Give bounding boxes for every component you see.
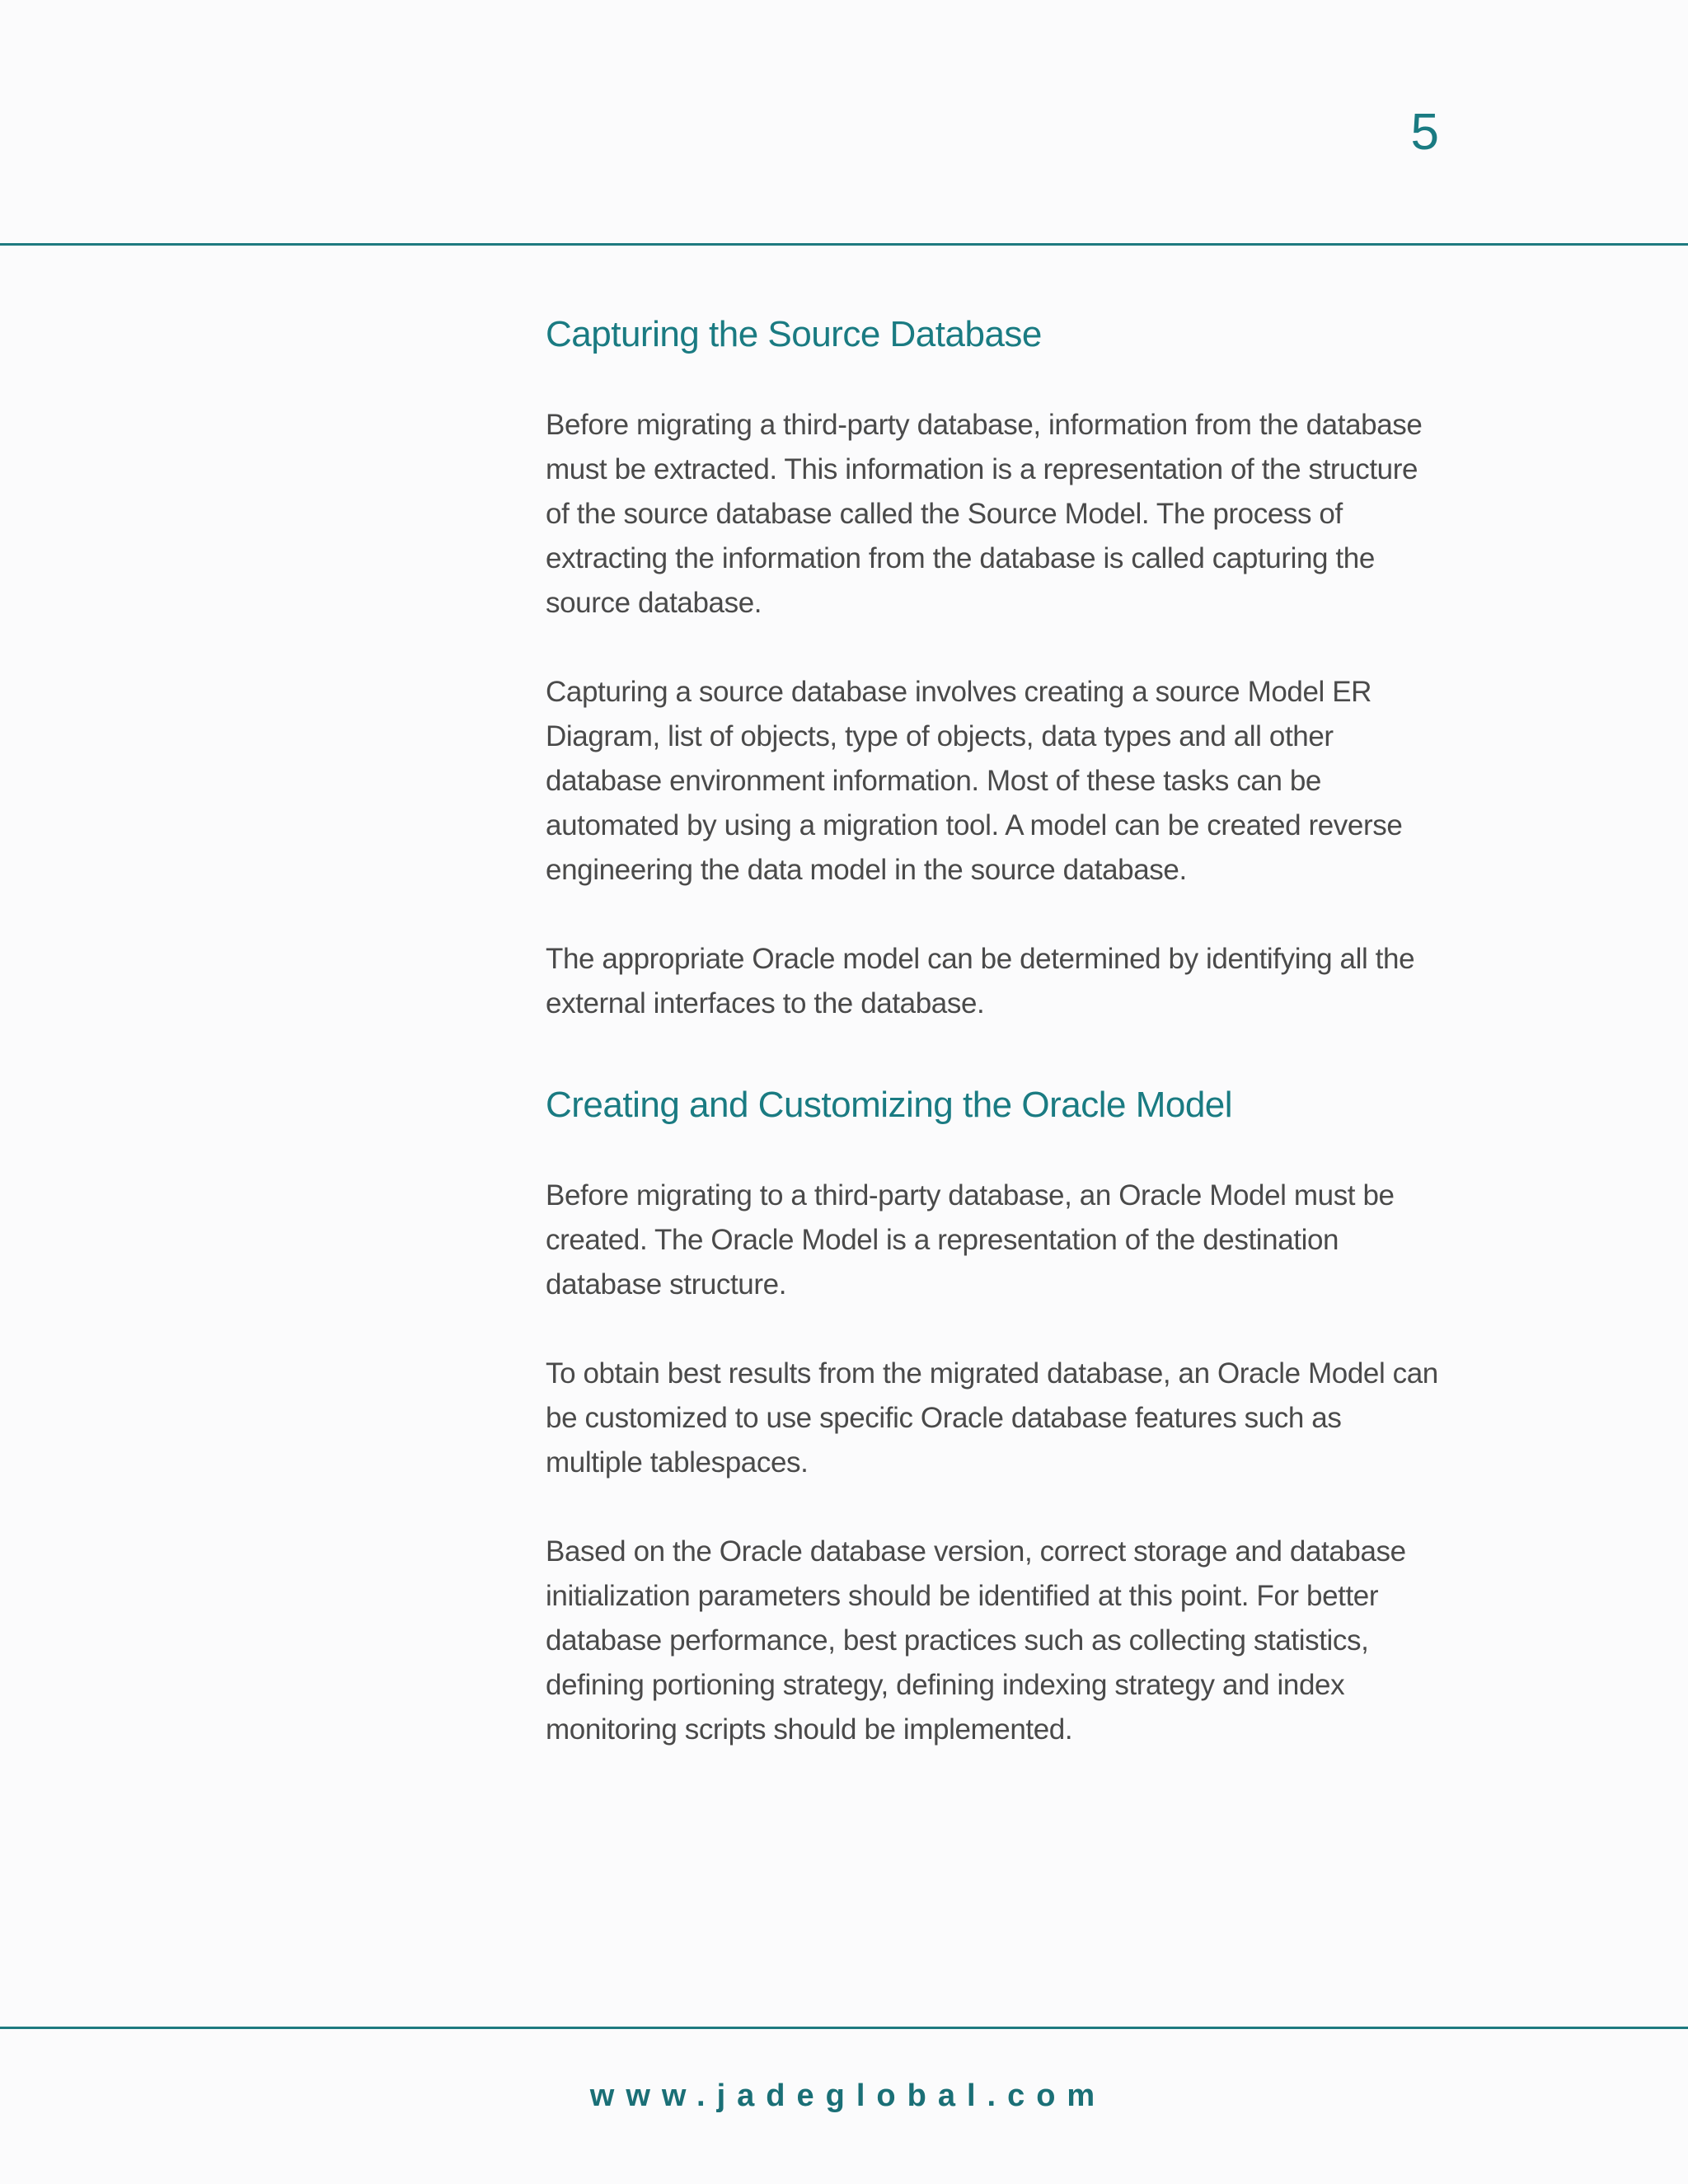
- paragraph: Before migrating a third-party database, information from the database must be extracted. This information is a representation of the structure of the source database called the Source Model. The process of extracting the information from the database is called capturing the source database.: [546, 408, 1423, 619]
- header-divider: [0, 243, 1688, 246]
- paragraph: The appropriate Oracle model can be determined by identifying all the external interfaces to the database.: [546, 942, 1415, 1019]
- paragraph: Capturing a source database involves creating a source Model ER Diagram, list of objects, type of objects, data types and all other database environment information. Most of these tasks can be automated by using a migration tool. A model can be created reverse engineering the data model in the source database.: [546, 675, 1403, 886]
- main-content: [546, 313, 1444, 1752]
- footer-website-link[interactable]: www.jadeglobal.com: [589, 2079, 1107, 2113]
- paragraph: To obtain best results from the migrated database, an Oracle Model can be customized to use specific Oracle database features such as multiple tablespaces.: [546, 1357, 1438, 1479]
- footer-divider: [0, 2027, 1688, 2029]
- paragraph: Before migrating to a third-party database, an Oracle Model must be created. The Oracle Model is a representation of the destination database structure.: [546, 1179, 1395, 1301]
- paragraph: Based on the Oracle database version, correct storage and database initialization parameters should be identified at this point. For better database performance, best practices such as collecting statistics, defining portioning strategy, defining indexing strategy and index monitoring scripts should be implemented.: [546, 1535, 1406, 1746]
- section-heading-capturing: Capturing the Source Database: [546, 314, 1042, 354]
- section-heading-creating: Creating and Customizing the Oracle Model: [546, 1084, 1233, 1125]
- page-number: 5: [1410, 104, 1439, 161]
